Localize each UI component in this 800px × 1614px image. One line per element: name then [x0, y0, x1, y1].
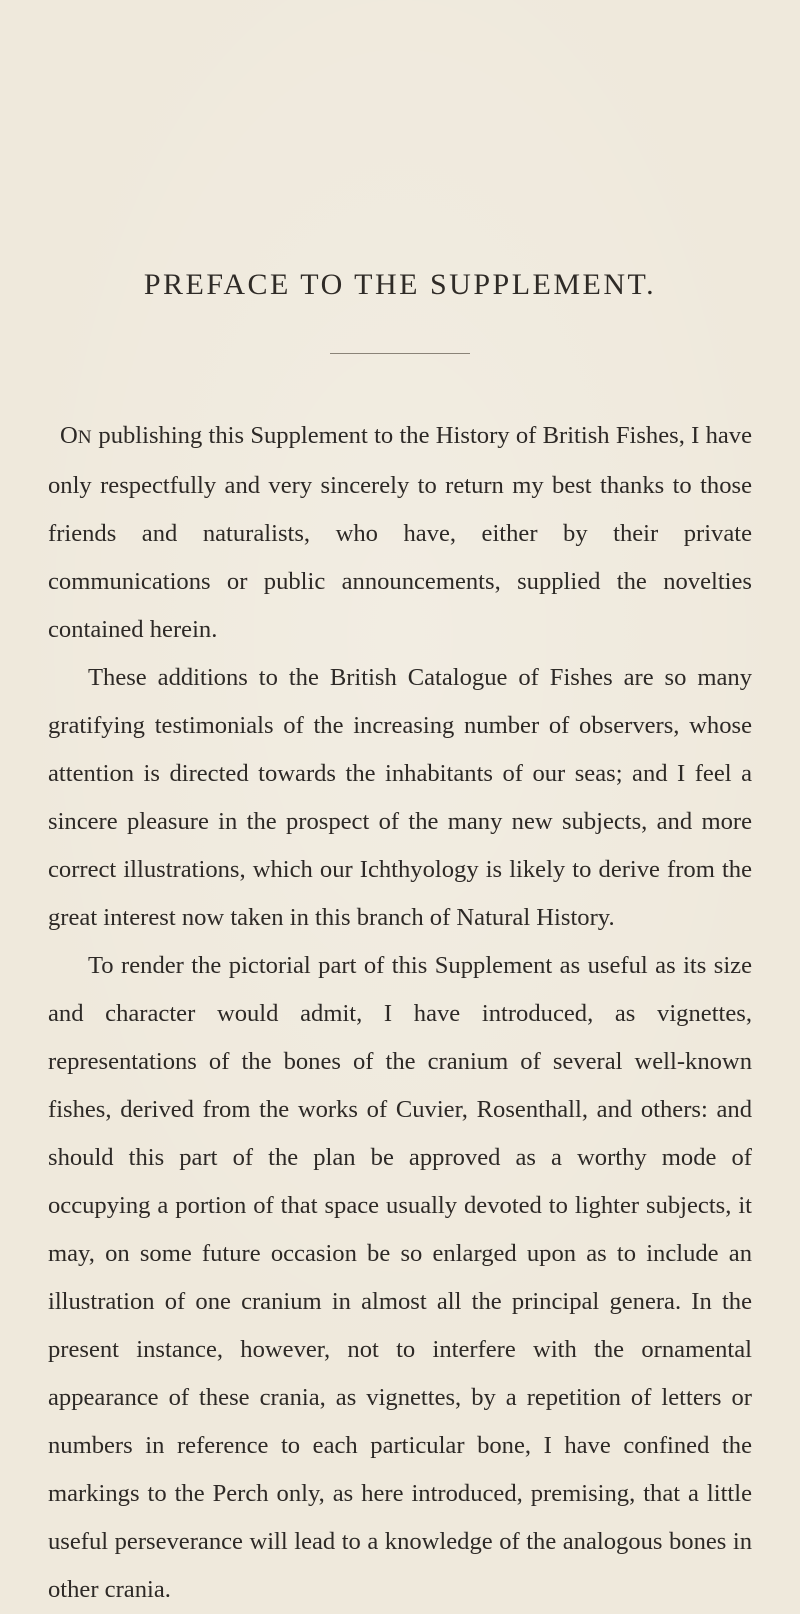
- title-divider: [330, 353, 470, 354]
- paragraph-1-text: publishing this Supplement to the History of British Fishes, I have only respectfully and very sincerely to return my best thanks to those friends and naturalists, who have, either by their private communications or public announcements, supplied the novelties contained herein.: [48, 422, 752, 643]
- paragraph-1-initial: O: [60, 422, 78, 449]
- paragraph-3: To render the pictorial part of this Supplement as useful as its size and character would admit, I have introduced, as vignettes, representations of the bones of the cranium of several well-known fishes, derived from the works of Cuvier, Rosenthall, and others: and should this part of the plan be approved as a worthy mode of occupying a portion of that space usually devoted to lighter subjects, it may, on some future occasion be so enlarged upon as to include an illustration of one cranium in almost all the principal genera. In the present instance, however, not to interfere with the ornamental appearance of these crania, as vignettes, by a repetition of letters or numbers in reference to each particular bone, I have confined the markings to the Perch only, as here introduced, premising, that a little useful perseverance will lead to a knowledge of the analogous bones in other crania.: [48, 952, 752, 1603]
- page-title: PREFACE TO THE SUPPLEMENT.: [143, 268, 657, 301]
- paragraph-2: These additions to the British Catalogue of Fishes are so many gratifying testimonials of the increasing number of observers, whose attention is directed towards the inhabitants of our seas; and I feel a sincere pleasure in the prospect of the many new subjects, and more correct illustrations, which our Ichthyology is likely to derive from the great interest now taken in this branch of Natural History.: [48, 664, 752, 931]
- paragraph-1-initial-rest: N: [77, 427, 93, 448]
- body-text: [48, 412, 752, 1614]
- paragraph-1: [48, 412, 752, 654]
